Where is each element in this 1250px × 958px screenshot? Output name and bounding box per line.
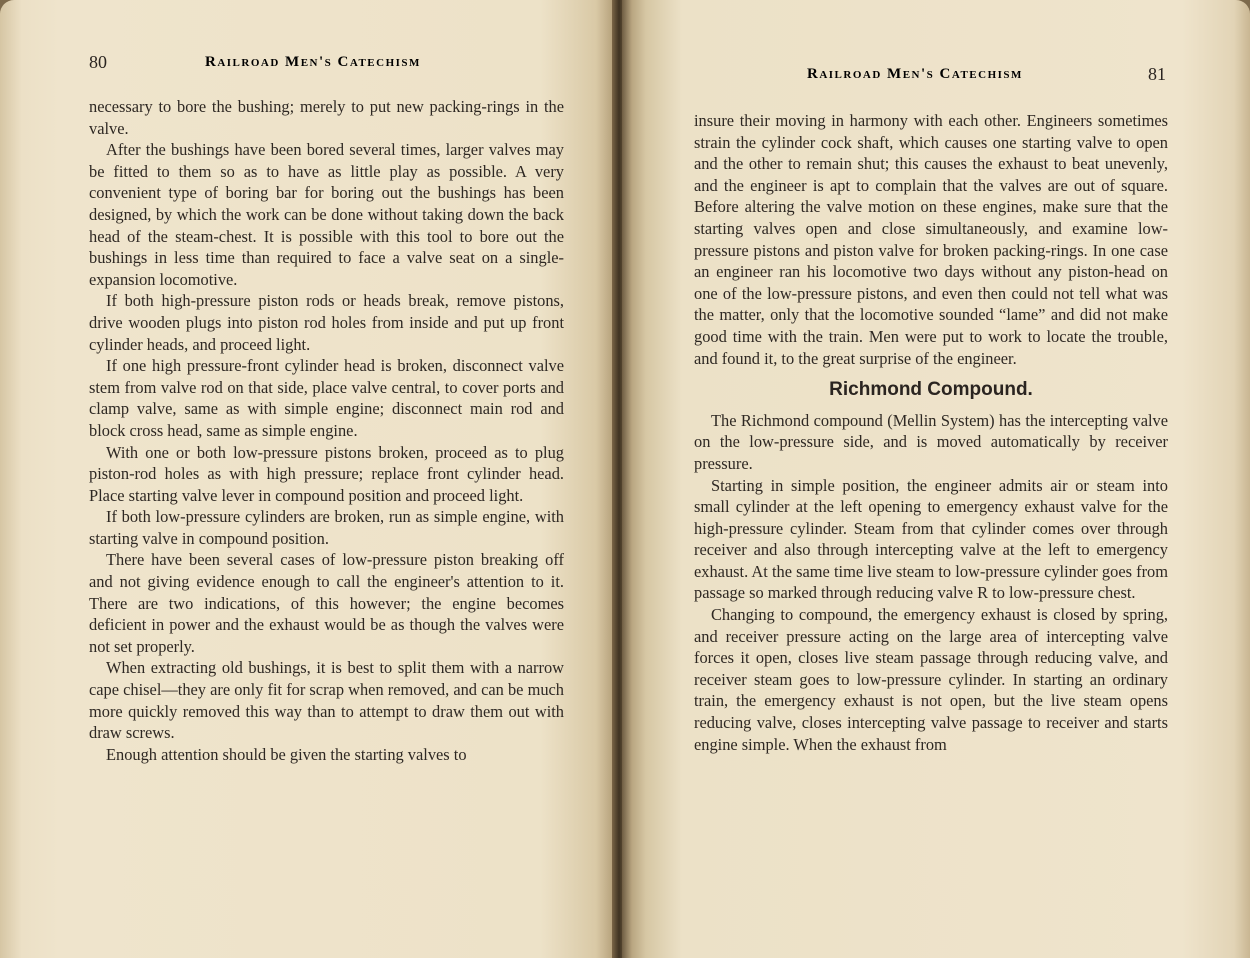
right-page — [622, 0, 1250, 958]
paragraph: There have been several cases of low-pressure piston breaking off and not giving evidence enough to call the engineer's attention to it. There are two indications, of this however; the engine becomes deficient in power and the exhaust would be as though the valves were not set properly. — [89, 550, 564, 656]
paragraph: insure their moving in harmony with each other. Engineers sometimes strain the cylinder cock shaft, which causes one starting valve to open and the other to remain shut; this causes the exhaust to beat unevenly, and the engineer is apt to complain that the valves are out of square. Before altering the valve motion on these engines, make sure that the starting valves open and close simultaneously, and examine low-pressure pistons and piston valve for broken packing-rings. In one case an engineer ran his locomotive two days without any piston-head on one of the low-pressure pistons, and even then could not tell what was the matter, only that the locomotive sounded “lame” and did not make good time with the train. Men were put to work to locate the trouble, and found it, to the great surprise of the engineer. — [694, 111, 1168, 368]
running-head-left: Railroad Men's Catechism — [205, 54, 421, 70]
left-page — [0, 0, 620, 958]
paragraph: If one high pressure-front cylinder head is broken, disconnect valve stem from valve rod on that side, place valve central, to cover ports and clamp valve, same as with simple engine; disconnect main rod and block cross head, same as simple engine. — [89, 356, 564, 440]
paragraph: Changing to compound, the emergency exhaust is closed by spring, and receiver pressure acting on the large area of intercepting valve forces it open, closes live steam passage through reducing valve, and receiver steam goes to low-pressure cylinder. In starting an ordinary train, the emergency exhaust is not open, but the live steam opens reducing valve, closes intercepting valve passage to receiver and starts engine simple. When the exhaust from — [694, 605, 1168, 754]
paragraph: Enough attention should be given the starting valves to — [106, 744, 467, 764]
paragraph: If both high-pressure piston rods or heads break, remove pistons, drive wooden plugs into piston rod holes from inside and put up front cylinder heads, and proceed light. — [89, 291, 564, 354]
page-number-right: 81 — [1148, 64, 1166, 84]
paragraph: The Richmond compound (Mellin System) has the intercepting valve on the low-pressure side, and is moved automatically by receiver pressure. — [694, 410, 1168, 473]
paragraph: necessary to bore the bushing; merely to put new packing-rings in the valve. — [89, 97, 564, 138]
left-page-text — [89, 96, 564, 765]
paragraph: After the bushings have been bored several times, larger valves may be fitted to them so as to have as little play as possible. A very convenient type of boring bar for boring out the bushings has been designed, by which the work can be done without taking down the back head of the steam-chest. It is possible with this tool to bore out the bushings in less time than required to face a valve seat on a single-expansion locomotive. — [89, 140, 564, 289]
paragraph: With one or both low-pressure pistons broken, proceed as to plug piston-rod holes as with high pressure; replace front cylinder head. Place starting valve lever in compound position and proceed light. — [89, 442, 564, 505]
page-number-left: 80 — [89, 52, 107, 72]
running-head-right: Railroad Men's Catechism — [807, 66, 1023, 82]
paragraph: When extracting old bushings, it is best to split them with a narrow cape chisel—they are only fit for scrap when removed, and can be much more quickly removed this way than to attempt to draw them out with draw screws. — [89, 658, 564, 743]
section-title: Richmond Compound. — [829, 379, 1033, 401]
paragraph: If both low-pressure cylinders are broken, run as simple engine, with starting valve in compound position. — [89, 507, 564, 548]
right-page-text — [694, 110, 1168, 755]
paragraph: Starting in simple position, the engineer admits air or steam into small cylinder at the left opening to emergency exhaust valve for the high-pressure cylinder. Steam from that cylinder comes over through receiver and also through intercepting valve at the left to emergency exhaust. At the same time live steam to low-pressure cylinder goes from passage so marked through reducing valve R to low-pressure chest. — [694, 475, 1168, 603]
